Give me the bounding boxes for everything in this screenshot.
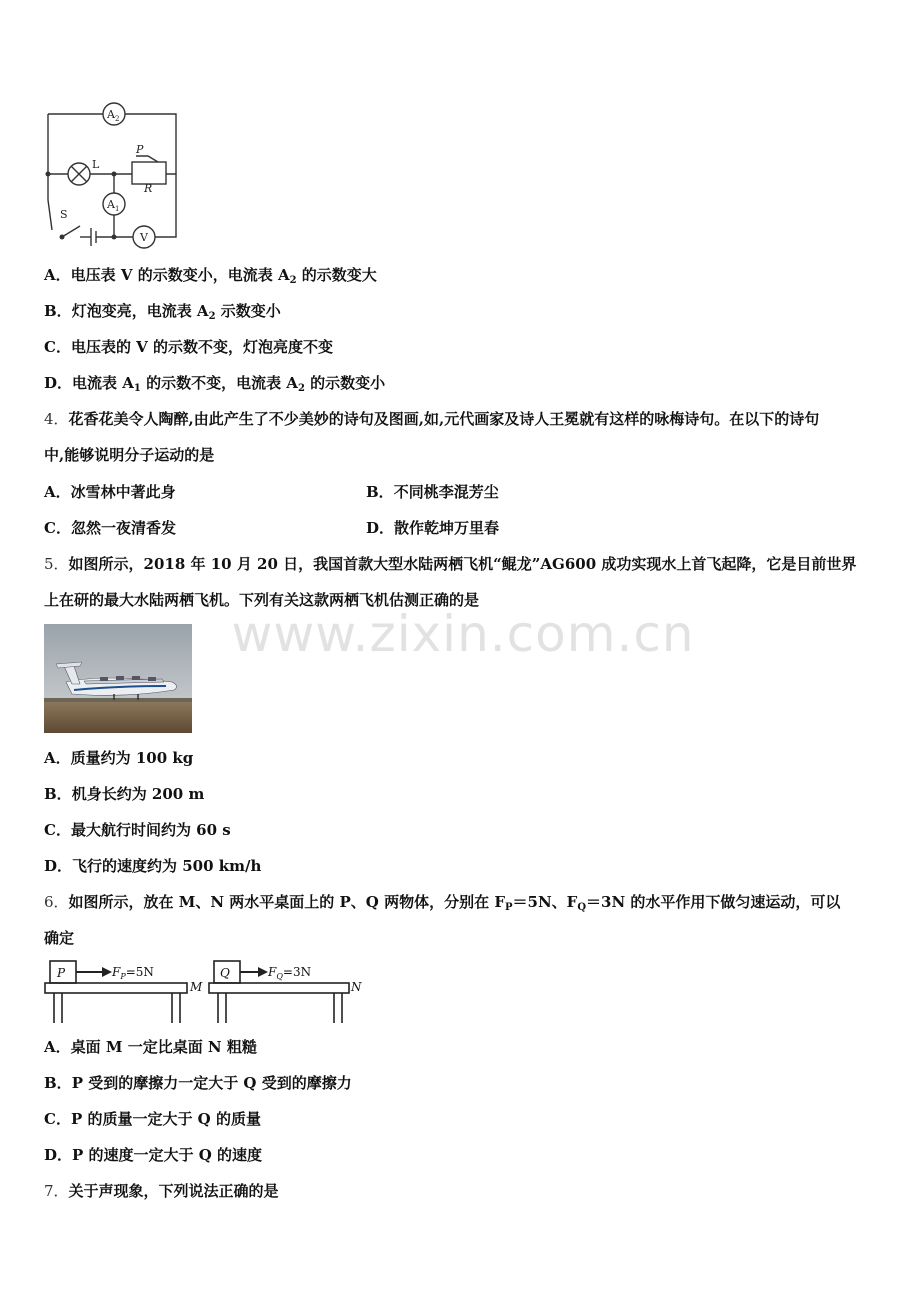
q5-option-b: B．机身长约为 200 m	[44, 785, 205, 803]
q5-option-c: C．最大航行时间约为 60 s	[44, 821, 231, 839]
q3-option-b: B．灯泡变亮，电流表 $A_2$ 示数变小	[44, 302, 281, 322]
q3-option-d: D．电流表 $A_1$ 的示数不变，电流表 $A_2$ 的示数变小	[44, 374, 386, 394]
rheostat-label: R	[144, 182, 153, 195]
table-m-label: M	[190, 980, 203, 994]
q5-stem-line1: 5．如图所示，2018 年 10 月 20 日，我国首款大型水陆两栖飞机“鲲龙”AG600 成功实现水上首飞起降，它是目前世界	[44, 555, 857, 573]
ammeter-a2-label: $A_2$	[107, 108, 120, 123]
q5-stem-line2: 上在研的最大水陆两栖飞机。下列有关这款两栖飞机估测正确的是	[44, 591, 480, 609]
block-p-label: P	[57, 966, 66, 980]
q4-option-b: B．不同桃李混芳尘	[366, 483, 499, 501]
q4-option-a: A．冰雪林中著此身	[44, 483, 176, 501]
q4-option-d: D．散作乾坤万里春	[366, 519, 500, 537]
force-q-label: $F_Q=3N$	[268, 965, 312, 981]
watermark: www.zixin.com.cn	[231, 605, 695, 663]
q7-stem: 7．关于声现象，下列说法正确的是	[44, 1182, 279, 1200]
q6-stem-line2: 确定	[44, 929, 75, 947]
q6-stem-line1: 6．如图所示，放在 M、N 两水平桌面上的 P、Q 两物体，分别在 $F_P=5N$、$F_Q=3N$ 的水平作用下做匀速运动，可以	[44, 893, 841, 913]
slider-label: P	[136, 143, 144, 156]
q4-stem-line2: 中,能够说明分子运动的是	[44, 446, 215, 464]
table-n-label: N	[351, 980, 362, 994]
q4-stem-line1: 4．花香花美令人陶醉,由此产生了不少美妙的诗句及图画,如,元代画家及诗人王冕就有这样的咏梅诗句。在以下的诗句	[44, 410, 820, 428]
q6-option-b: B．P 受到的摩擦力一定大于 Q 受到的摩擦力	[44, 1074, 352, 1092]
voltmeter-label: V	[140, 231, 148, 244]
ammeter-a1-label: $A_1$	[107, 198, 120, 213]
q4-option-c: C．忽然一夜清香发	[44, 519, 176, 537]
switch-label: S	[60, 208, 68, 221]
q3-option-a: A．电压表 V 的示数变小，电流表 $A_2$ 的示数变大	[44, 266, 377, 286]
q6-option-d: D．P 的速度一定大于 Q 的速度	[44, 1146, 263, 1164]
q6-option-a: A．桌面 M 一定比桌面 N 粗糙	[44, 1038, 257, 1056]
q6-option-c: C．P 的质量一定大于 Q 的质量	[44, 1110, 261, 1128]
lamp-label: L	[92, 158, 100, 171]
q5-option-a: A．质量约为 100 kg	[44, 749, 194, 767]
q3-option-c: C．电压表的 V 的示数不变，灯泡亮度不变	[44, 338, 334, 356]
block-q-label: Q	[220, 966, 230, 980]
circuit-diagram	[40, 100, 182, 250]
seaplane-photo	[44, 624, 192, 733]
force-p-label: $F_P=5N$	[112, 965, 154, 981]
q5-option-d: D．飞行的速度约为 500 km/h	[44, 857, 262, 875]
force-diagram	[44, 955, 360, 1029]
